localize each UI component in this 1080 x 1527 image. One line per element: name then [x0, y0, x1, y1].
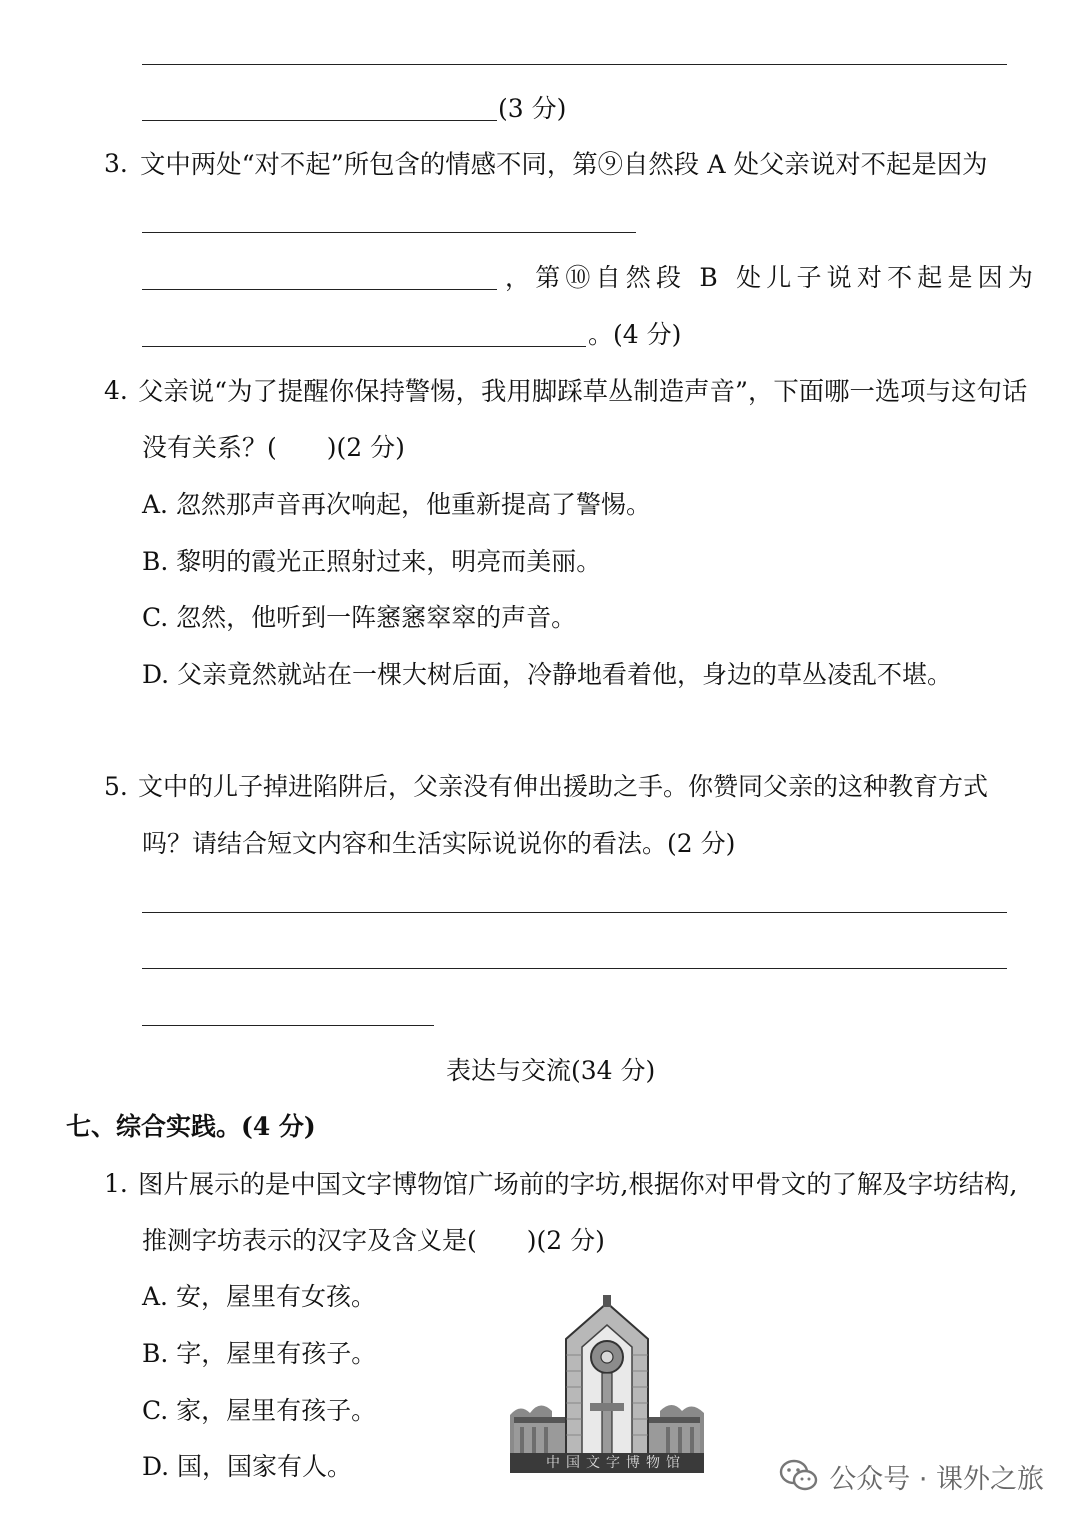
- answer-line: [142, 120, 497, 121]
- q5-line1: 文中的儿子掉进陷阱后，父亲没有伸出援助之手。你赞同父亲的这种教育方式: [138, 772, 989, 801]
- museum-arch-photo: [510, 1295, 704, 1473]
- answer-line: [142, 232, 636, 233]
- p7-q1-number: 1.: [104, 1169, 128, 1198]
- q3-text: 文中两处“对不起”所包含的情感不同，第⑨自然段 A 处父亲说对不起是因为: [140, 149, 988, 179]
- q5-line2: 吗？请结合短文内容和生活实际说说你的看法。(2 分): [142, 829, 736, 858]
- section-title: 表达与交流(34 分): [446, 1056, 656, 1085]
- q4-number: 4.: [104, 376, 128, 405]
- q4-line1: 父亲说“为了提醒你保持警惕，我用脚踩草丛制造声音”，下面哪一选项与这句话: [138, 376, 1028, 406]
- wechat-watermark: [779, 1454, 1044, 1498]
- answer-line: [142, 289, 497, 290]
- q3-number: 3.: [104, 149, 128, 178]
- watermark-text: 公众号 · 课外之旅: [829, 1463, 1044, 1495]
- p7-q1-option-a: A. 安，屋里有女孩。: [142, 1282, 376, 1311]
- answer-line: [142, 1025, 434, 1026]
- answer-line: [142, 64, 1007, 65]
- answer-line: [142, 968, 1007, 969]
- answer-line: [142, 346, 586, 347]
- q5-number: 5.: [104, 772, 128, 801]
- p7-q1-option-d: D. 国，国家有人。: [142, 1452, 353, 1481]
- q2-score: (3 分): [498, 94, 567, 123]
- q4-line2: 没有关系？( )(2 分): [142, 433, 405, 462]
- photo-caption: 中国文字博物馆: [546, 1455, 686, 1471]
- q4-option-d: D. 父亲竟然就站在一棵大树后面，冷静地看着他，身边的草丛凌乱不堪。: [142, 660, 953, 689]
- part7-title: 七、综合实践。(4 分): [66, 1112, 316, 1141]
- q4-option-b: B. 黎明的霞光正照射过来，明亮而美丽。: [142, 547, 602, 576]
- p7-q1-line1: 图片展示的是中国文字博物馆广场前的字坊,根据你对甲骨文的了解及字坊结构,: [138, 1169, 1018, 1199]
- q3-middle-text: ，第⑩自然段 B 处儿子说对不起是因为: [505, 263, 1039, 292]
- p7-q1-line2: 推测字坊表示的汉字及含义是( )(2 分): [142, 1226, 605, 1255]
- answer-line: [142, 912, 1007, 913]
- q4-option-c: C. 忽然，他听到一阵窸窸窣窣的声音。: [142, 603, 577, 632]
- p7-q1-option-b: B. 字，屋里有孩子。: [142, 1339, 377, 1368]
- q4-option-a: A. 忽然那声音再次响起，他重新提高了警惕。: [142, 490, 651, 519]
- q3-score: 。(4 分): [588, 320, 682, 349]
- p7-q1-option-c: C. 家，屋里有孩子。: [142, 1396, 377, 1425]
- wechat-icon: [779, 1458, 819, 1494]
